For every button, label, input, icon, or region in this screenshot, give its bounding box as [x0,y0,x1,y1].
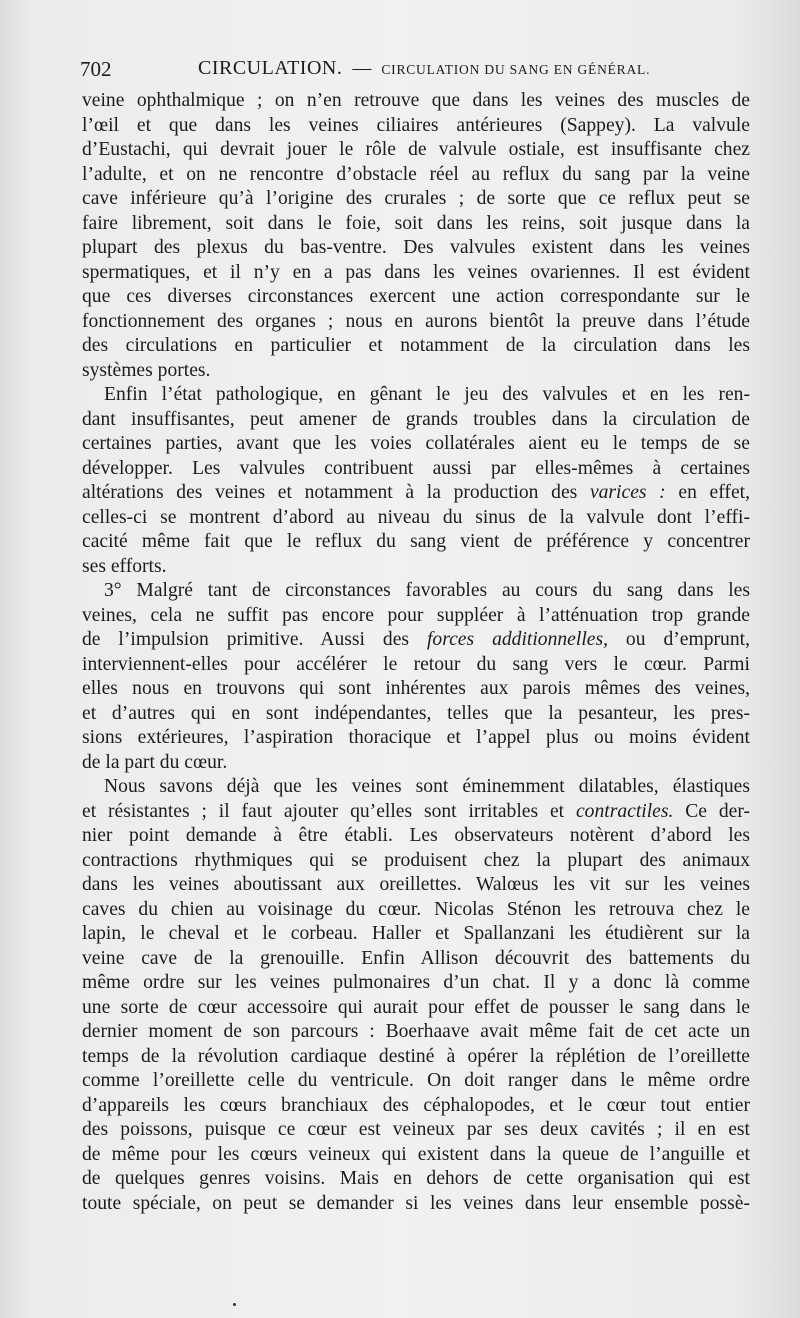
text-line: systèmes portes. [82,359,211,381]
text-line: spermatiques, et il n’y en a pas dans les veines ovariennes. Il est évident [82,261,750,283]
text-line: lapin, le cheval et le corbeau. Haller et Spallanzani les étudièrent sur la [82,923,750,944]
text-line: elles nous en trouvons qui sont inhérentes aux parois mêmes des veines, [82,678,750,699]
text-line: d’Eustachi, qui devrait jouer le rôle de valvule ostiale, est insuffisante chez [82,139,750,160]
text-line: ses efforts. [82,555,167,577]
text-line: cave inférieure qu’à l’origine des crurales ; de sorte que ce reflux peut se [82,188,750,209]
text-line: plupart des plexus du bas-ventre. Des valvules existent dans les veines [82,237,750,258]
paragraph [82,579,750,775]
page-header [80,57,750,87]
paragraph [82,383,750,579]
text-line: veine ophthalmique ; on n’en retrouve que dans les veines des muscles de [82,90,750,111]
text-line: comme l’oreillette celle du ventricule. On doit ranger dans le même ordre [82,1070,750,1091]
text-line: nier point demande à être établi. Les observateurs notèrent d’abord les [82,825,750,846]
text-line: même ordre sur les veines pulmonaires d’un chat. Il y a donc là comme [82,972,750,993]
text-line: faire librement, soit dans le foie, soit dans les reins, soit jusque dans la [82,212,750,234]
text-line: 3° Malgré tant de circonstances favorables au cours du sang dans les [104,580,750,601]
text-line: altérations des veines et notamment à la production des varices : en effet, [82,482,750,503]
page-number: 702 [80,57,112,81]
text-line: Nous savons déjà que les veines sont éminemment dilatables, élastiques [104,776,750,797]
text-line: de la part du cœur. [82,751,228,773]
text-line: cacité même fait que le reflux du sang vient de préférence y concentrer [82,531,750,552]
text-line: de quelques genres voisins. Mais en dehors de cette organisation qui est [82,1168,750,1189]
text-line: et résistantes ; il faut ajouter qu’elles sont irritables et contractiles. Ce der- [82,800,750,822]
text-line: de même pour les cœurs veineux qui existent dans la queue de l’anguille et [82,1143,750,1165]
text-line: celles-ci se montrent d’abord au niveau du sinus de la valvule dont l’effi- [82,506,750,528]
text-line: et d’autres qui en sont indépendantes, telles que la pesanteur, les pres- [82,702,750,724]
text-line: l’adulte, et on ne rencontre d’obstacle réel au reflux du sang par la veine [82,163,750,185]
text-line: veines, cela ne suffit pas encore pour suppléer à l’atténuation trop grande [82,604,750,626]
body-text [82,89,750,1216]
text-line: dant insuffisantes, peut amener de grands troubles dans la circulation de [82,408,750,430]
text-line: Enfin l’état pathologique, en gênant le jeu des valvules et en les ren- [104,384,750,405]
text-line: l’œil et que dans les veines ciliaires antérieures (Sappey). La valvule [82,114,750,136]
running-head-title: CIRCULATION. [198,57,343,79]
text-line: de l’impulsion primitive. Aussi des forces additionnelles, ou d’emprunt, [82,629,750,650]
running-head-subtitle: CIRCULATION DU SANG EN GÉNÉRAL. [381,62,651,77]
text-line: des circulations en particulier et notamment de la circulation dans les [82,335,750,356]
text-line: sions extérieures, l’aspiration thoracique et l’appel plus ou moins évident [82,727,750,748]
running-head-dash: — [352,58,372,79]
text-line: dernier moment de son parcours : Boerhaave avait même fait de cet acte un [82,1021,750,1042]
text-line: caves du chien au voisinage du cœur. Nicolas Sténon les retrouva chez le [82,898,750,920]
text-line: que ces diverses circonstances exercent une action correspondante sur le [82,286,750,307]
text-line: développer. Les valvules contribuent aussi par elles-mêmes à certaines [82,457,750,479]
paragraph [82,775,750,1216]
text-line: veine cave de la grenouille. Enfin Allison découvrit des battements du [82,947,750,969]
ink-speck [233,1303,236,1306]
text-line: contractions rhythmiques qui se produisent chez la plupart des animaux [82,849,750,871]
text-line: certaines parties, avant que les voies collatérales aient eu le temps de se [82,433,750,454]
text-line: fonctionnement des organes ; nous en aurons bientôt la preuve dans l’étude [82,310,750,332]
text-line: toute spéciale, on peut se demander si les veines dans leur ensemble possè- [82,1192,750,1214]
text-line: des poissons, puisque ce cœur est veineux par ses deux cavités ; il en est [82,1119,750,1140]
running-head [198,57,650,80]
text-line: une sorte de cœur accessoire qui aurait pour effet de pousser le sang dans le [82,996,750,1018]
text-line: interviennent-elles pour accélérer le retour du sang vers le cœur. Parmi [82,653,750,675]
paragraph [82,89,750,383]
text-line: temps de la révolution cardiaque destiné à opérer la réplétion de l’oreillette [82,1045,750,1067]
text-line: dans les veines aboutissant aux oreillettes. Walœus les vit sur les veines [82,874,750,895]
text-line: d’appareils les cœurs branchiaux des céphalopodes, et le cœur tout entier [82,1094,750,1116]
